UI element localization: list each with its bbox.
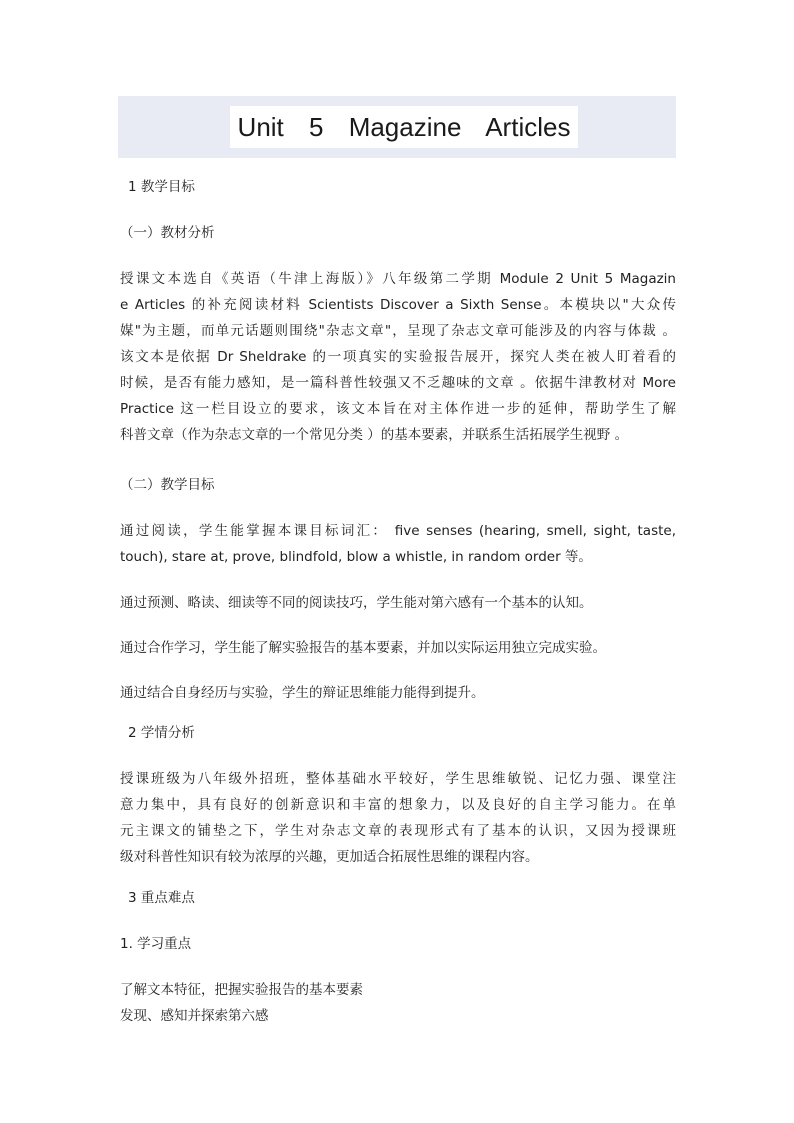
- paragraph-line: 元主课文的铺垫之下，学生对杂志文章的表现形式有了基本的认识，又因为授课班: [120, 823, 676, 839]
- focus-item-text-features: 了解文本特征，把握实验报告的基本要素: [120, 982, 363, 998]
- paragraph-line: Practice 这一栏目设立的要求，该文本旨在对主体作进一步的延伸，帮助学生了解: [120, 401, 676, 417]
- subheading-teaching-goals: （二）教学目标: [120, 477, 215, 493]
- subheading-material-analysis: （一）教材分析: [120, 225, 215, 241]
- section-heading-teaching-goals: 1 教学目标: [128, 179, 195, 195]
- goal-cooperative-learning: 通过合作学习，学生能了解实验报告的基本要素，并加以实际运用独立完成实验。: [120, 640, 606, 656]
- paragraph-line: 该文本是依据 Dr Sheldrake 的一项真实的实验报告展开，探究人类在被人盯着看的: [120, 349, 676, 365]
- goal-vocabulary-paragraph: [120, 518, 676, 570]
- paragraph-line: 级对科普性知识有较为浓厚的兴趣，更加适合拓展性思维的课程内容。: [120, 849, 539, 865]
- paragraph-line: 授课文本选自《英语（牛津上海版）》八年级第二学期 Module 2 Unit 5 Magazin: [120, 271, 676, 287]
- paragraph-line: 通过阅读，学生能掌握本课目标词汇： five senses (hearing, smell, sight, taste,: [120, 523, 676, 539]
- goal-reading-skills: 通过预测、略读、细读等不同的阅读技巧，学生能对第六感有一个基本的认知。: [120, 595, 593, 611]
- section-heading-key-points: 3 重点难点: [128, 890, 195, 906]
- paragraph-line: 科普文章（作为杂志文章的一个常见分类 ）的基本要素，并联系生活拓展学生视野 。: [120, 427, 629, 443]
- goal-critical-thinking: 通过结合自身经历与实验，学生的辩证思维能力能得到提升。: [120, 685, 485, 701]
- paragraph-line: touch), stare at, prove, blindfold, blow a whistle, in random order 等。: [120, 549, 592, 565]
- document-title: Unit 5 Magazine Articles: [237, 111, 571, 142]
- subheading-learning-focus: 1. 学习重点: [120, 936, 192, 952]
- paragraph-line: 意力集中，具有良好的创新意识和丰富的想象力，以及良好的自主学习能力。在单: [120, 797, 676, 813]
- paragraph-line: 时候，是否有能力感知，是一篇科普性较强又不乏趣味的文章 。依据牛津教材对 More: [120, 375, 676, 391]
- paragraph-line: 授课班级为八年级外招班，整体基础水平较好，学生思维敏锐、记忆力强、课堂注: [120, 771, 676, 787]
- material-analysis-paragraph: [120, 266, 676, 448]
- focus-item-sixth-sense: 发现、感知并探索第六感: [120, 1008, 269, 1024]
- paragraph-line: e Articles 的补充阅读材料 Scientists Discover a Sixth Sense。本模块以"大众传: [120, 297, 676, 313]
- section-heading-student-analysis: 2 学情分析: [128, 725, 195, 741]
- paragraph-line: 媒"为主题，而单元话题则围绕"杂志文章"，呈现了杂志文章可能涉及的内容与体裁 。: [120, 323, 676, 339]
- title-box: [230, 106, 578, 148]
- student-analysis-paragraph: [120, 766, 676, 870]
